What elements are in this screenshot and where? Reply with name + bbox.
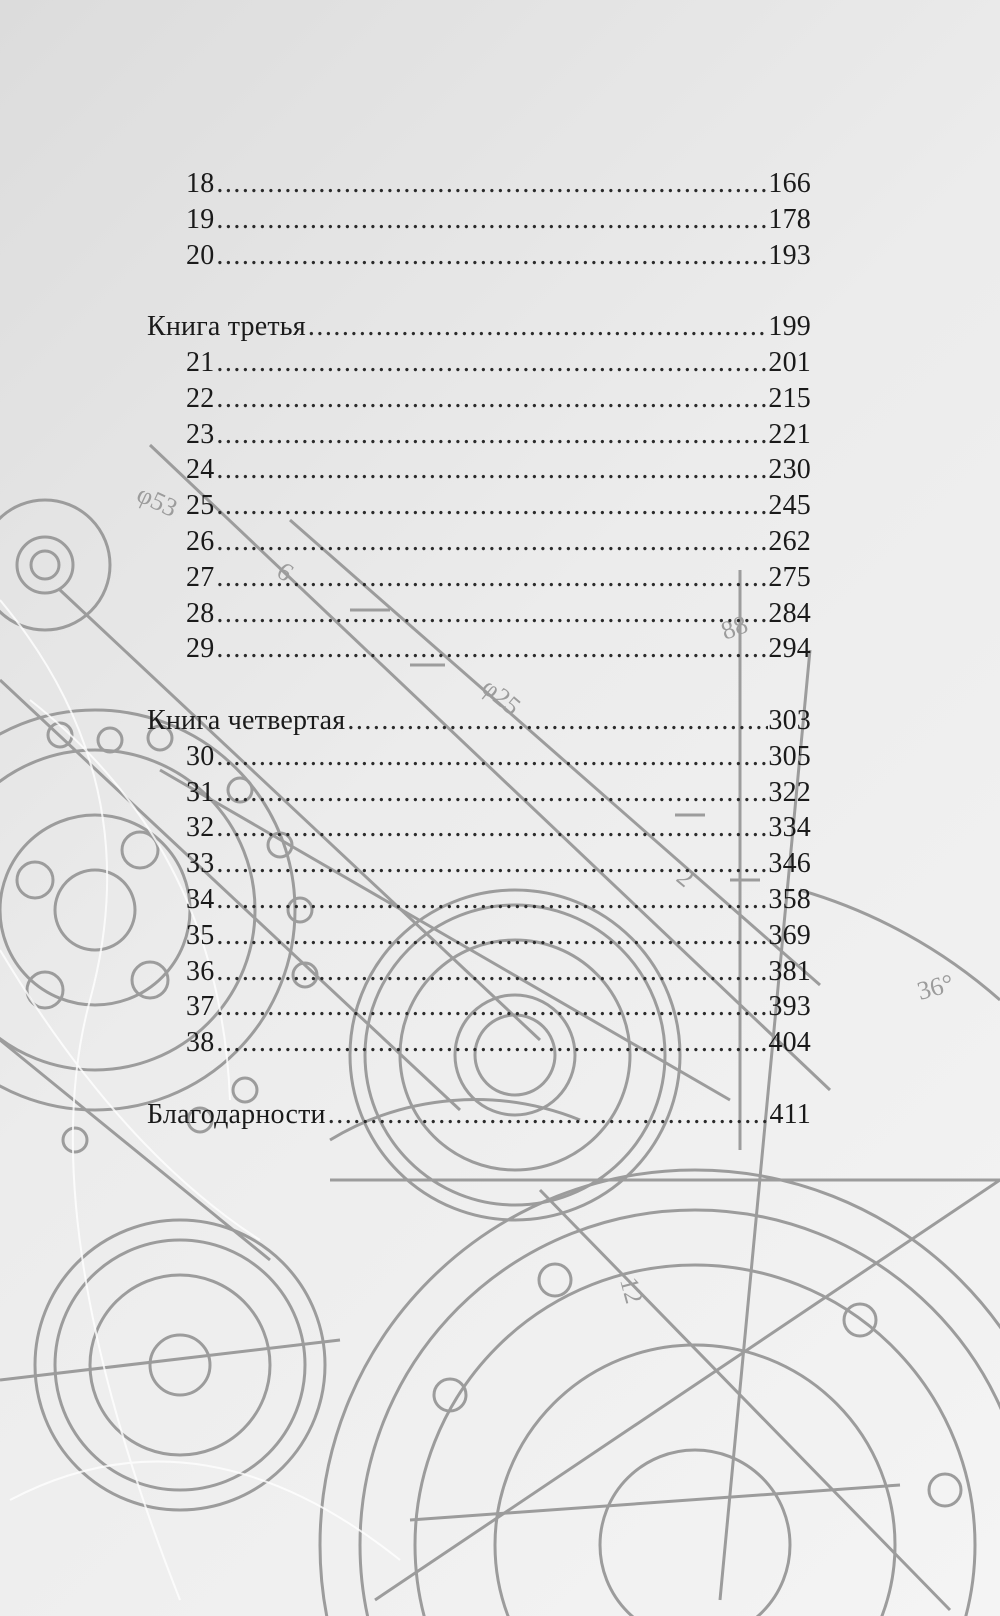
toc-dot-leader: [214, 775, 768, 811]
blueprint-gear-small: [0, 500, 110, 630]
annotation-phi25: φ25: [476, 672, 527, 721]
toc-page-number: 358: [768, 883, 811, 915]
toc-entry-label: 34: [186, 883, 215, 915]
toc-entry-label: 32: [186, 812, 215, 844]
toc-dot-leader: [214, 166, 768, 202]
toc-page-number: 178: [768, 203, 811, 235]
toc-spacer: [147, 1061, 811, 1097]
toc-dot-leader: [345, 703, 768, 739]
toc-dot-leader: [214, 846, 768, 882]
toc-entry-label: Книга четвертая: [147, 704, 346, 736]
toc-page-number: 215: [768, 382, 811, 414]
toc-page-number: 303: [768, 704, 811, 736]
toc-entry-label: 18: [186, 168, 215, 199]
toc-chapter-entry: [147, 488, 811, 524]
toc-page-number: 201: [768, 346, 811, 378]
toc-page-number: 369: [768, 919, 811, 951]
toc-chapter-entry: [147, 345, 811, 381]
annotation-88: 88: [717, 609, 752, 646]
toc-dot-leader: [214, 345, 768, 381]
annotation-2: 2: [671, 862, 700, 893]
toc-entry-label: 36: [186, 955, 215, 987]
toc-spacer: [147, 273, 811, 309]
toc-dot-leader: [214, 452, 768, 488]
toc-entry-label: 33: [186, 848, 215, 880]
toc-entry-label: 31: [186, 776, 215, 808]
toc-page-number: 166: [768, 168, 811, 199]
toc-section-entry: [147, 703, 811, 739]
toc-entry-label: 28: [186, 597, 215, 629]
toc-dot-leader: [214, 238, 768, 274]
toc-page-number: 221: [768, 418, 811, 450]
toc-page-number: 262: [768, 525, 811, 557]
toc-chapter-entry: [147, 989, 811, 1025]
annotation-36deg: 36°: [914, 968, 957, 1006]
toc-page-number: 381: [768, 955, 811, 987]
toc-dot-leader: [214, 202, 768, 238]
toc-chapter-entry: [147, 954, 811, 990]
toc-section-entry: [147, 1097, 811, 1133]
toc-page-number: 275: [768, 561, 811, 593]
blueprint-gear-large: [320, 1170, 1000, 1616]
annotation-12: 12: [614, 1274, 649, 1307]
toc-dot-leader: [214, 1025, 768, 1061]
toc-chapter-entry: [147, 166, 811, 202]
toc-chapter-entry: [147, 524, 811, 560]
toc-dot-leader: [214, 417, 768, 453]
toc-entry-label: 21: [186, 346, 215, 378]
toc-chapter-entry: [147, 452, 811, 488]
toc-dot-leader: [306, 309, 769, 345]
toc-chapter-entry: [147, 739, 811, 775]
toc-page-number: 346: [768, 848, 811, 880]
annotation-6: 6: [271, 556, 299, 588]
toc-dot-leader: [214, 488, 768, 524]
toc-entry-label: 26: [186, 525, 215, 557]
toc-dot-leader: [214, 918, 768, 954]
toc-page-number: 393: [768, 991, 811, 1023]
toc-dot-leader: [326, 1097, 770, 1133]
toc-dot-leader: [214, 882, 768, 918]
toc-entry-label: 24: [186, 454, 215, 486]
toc-dot-leader: [214, 739, 768, 775]
toc-entry-label: 29: [186, 633, 215, 665]
toc-entry-label: 30: [186, 740, 215, 772]
toc-page-number: 294: [768, 633, 811, 665]
toc-entry-label: Книга третья: [147, 311, 306, 343]
toc-page-number: 334: [768, 812, 811, 844]
toc-spacer: [147, 667, 811, 703]
toc-entry-label: 19: [186, 203, 215, 235]
toc-page-number: 230: [768, 454, 811, 486]
toc-dot-leader: [214, 524, 768, 560]
toc-dot-leader: [214, 560, 768, 596]
toc-dot-leader: [214, 631, 768, 667]
toc-dot-leader: [214, 381, 768, 417]
toc-chapter-entry: [147, 631, 811, 667]
toc-entry-label: 37: [186, 991, 215, 1023]
toc-entry-label: Благодарности: [147, 1098, 326, 1130]
toc-entry-label: 23: [186, 418, 215, 450]
toc-entry-label: 35: [186, 919, 215, 951]
toc-entry-label: 20: [186, 239, 215, 271]
toc-chapter-entry: [147, 810, 811, 846]
toc-page-number: 404: [768, 1027, 811, 1059]
toc-section-entry: [147, 309, 811, 345]
toc-chapter-entry: [147, 882, 811, 918]
toc-chapter-entry: [147, 918, 811, 954]
toc-page-number: 199: [768, 311, 811, 343]
toc-chapter-entry: [147, 381, 811, 417]
toc-chapter-entry: [147, 846, 811, 882]
table-of-contents: [147, 166, 811, 1133]
toc-chapter-entry: [147, 1025, 811, 1061]
toc-entry-label: 22: [186, 382, 215, 414]
toc-dot-leader: [214, 989, 768, 1025]
toc-page-number: 322: [768, 776, 811, 808]
blueprint-gear-bottom-left: [35, 1220, 325, 1510]
toc-page-number: 193: [768, 239, 811, 271]
toc-entry-label: 38: [186, 1027, 215, 1059]
toc-dot-leader: [214, 810, 768, 846]
toc-chapter-entry: [147, 596, 811, 632]
toc-chapter-entry: [147, 417, 811, 453]
toc-entry-label: 27: [186, 561, 215, 593]
toc-page-number: 284: [768, 597, 811, 629]
toc-page-number: 411: [769, 1098, 811, 1130]
toc-chapter-entry: [147, 238, 811, 274]
toc-chapter-entry: [147, 560, 811, 596]
annotation-phi53: φ53: [132, 479, 182, 523]
toc-dot-leader: [214, 954, 768, 990]
toc-page-number: 305: [768, 740, 811, 772]
toc-dot-leader: [214, 596, 768, 632]
toc-entry-label: 25: [186, 490, 215, 522]
toc-chapter-entry: [147, 202, 811, 238]
toc-page-number: 245: [768, 490, 811, 522]
toc-chapter-entry: [147, 775, 811, 811]
